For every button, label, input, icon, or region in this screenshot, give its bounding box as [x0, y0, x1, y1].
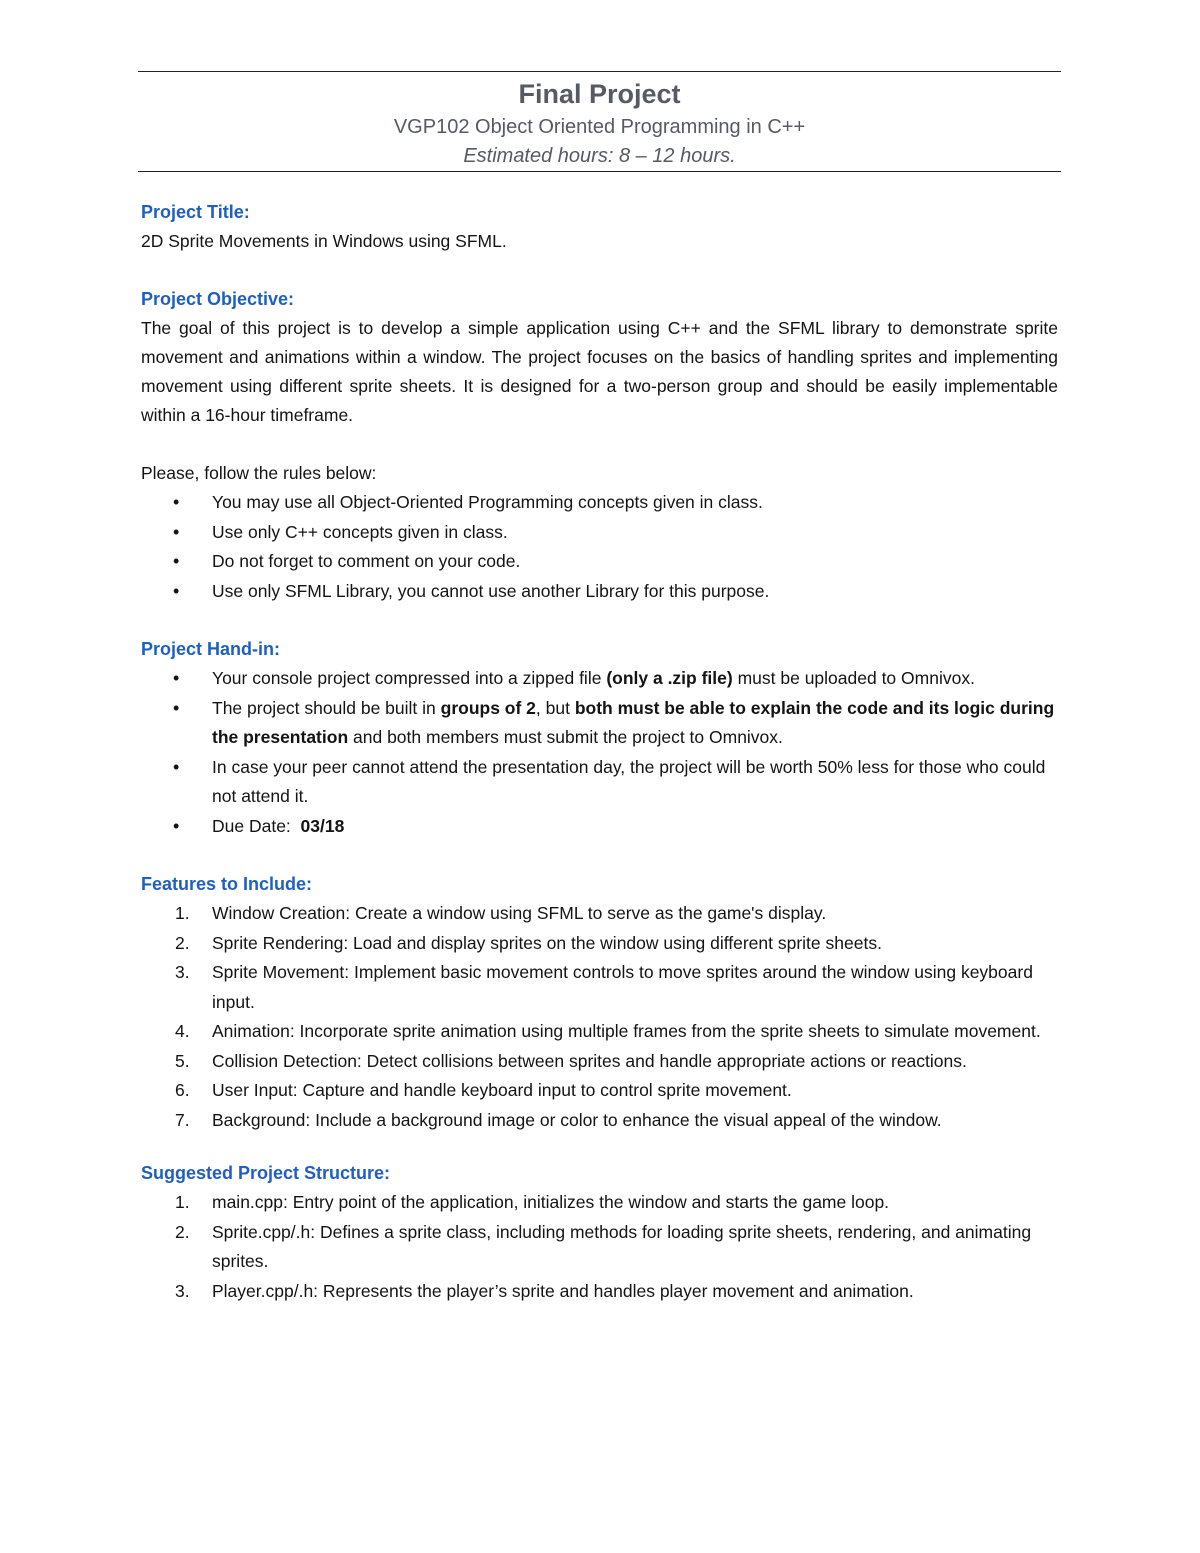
estimated-hours: Estimated hours: 8 – 12 hours. — [463, 145, 736, 167]
features-list — [141, 899, 1058, 1135]
document-title: Final Project — [518, 79, 681, 109]
project-objective-heading: Project Objective: — [141, 289, 295, 309]
structure-section — [141, 1159, 1058, 1306]
structure-heading: Suggested Project Structure: — [141, 1163, 391, 1183]
rules-intro: Please, follow the rules below: — [141, 463, 377, 483]
features-heading: Features to Include: — [141, 874, 313, 894]
list-item: • Do not forget to comment on your code. — [141, 547, 1058, 577]
list-item: 3. Player.cpp/.h: Represents the player’s sprite and handles player movement and animation. — [175, 1280, 914, 1301]
project-title-text: 2D Sprite Movements in Windows using SFML. — [141, 231, 507, 251]
list-item: 6. User Input: Capture and handle keyboard input to control sprite movement. — [175, 1080, 792, 1100]
project-handin-heading: Project Hand-in: — [141, 639, 281, 659]
list-item: 4. Animation: Incorporate sprite animation using multiple frames from the sprite sheets to simulate movement. — [175, 1021, 1041, 1041]
project-objective-section — [141, 285, 1058, 606]
project-title-heading: Project Title: — [141, 202, 250, 222]
list-item: • You may use all Object-Oriented Programming concepts given in class. — [141, 488, 1058, 518]
features-section — [141, 870, 1058, 1135]
due-date: • Due Date: 03/18 — [141, 812, 1058, 842]
document-header — [138, 72, 1061, 170]
list-item: • The project should be built in groups of 2, but both must be able to explain the code and its logic during the presentation and both members must submit the project to Omnivox. — [141, 694, 1058, 753]
list-item: 7. Background: Include a background image or color to enhance the visual appeal of the window. — [175, 1109, 942, 1130]
handin-list — [141, 664, 1058, 841]
project-handin-section — [141, 635, 1058, 841]
list-item: 5. Collision Detection: Detect collisions between sprites and handle appropriate actions or reactions. — [175, 1050, 967, 1071]
list-item: 1. main.cpp: Entry point of the application, initializes the window and starts the game loop. — [175, 1192, 890, 1212]
project-title-section — [141, 198, 1058, 256]
list-item: 2. Sprite Rendering: Load and display sprites on the window using different sprite sheets. — [175, 932, 882, 953]
list-item: • Use only SFML Library, you cannot use another Library for this purpose. — [141, 577, 1058, 607]
structure-list — [141, 1188, 1058, 1306]
list-item: 1. Window Creation: Create a window using SFML to serve as the game's display. — [175, 903, 827, 923]
course-name: VGP102 Object Oriented Programming in C++ — [393, 116, 806, 138]
list-item: • Your console project compressed into a zipped file (only a .zip file) must be uploaded to Omnivox. — [141, 664, 1058, 694]
rules-list — [141, 488, 1058, 606]
document-body — [141, 198, 1058, 1306]
project-objective-text: The goal of this project is to develop a simple application using C++ and the SFML library to demonstrate sprite movement and animations within a window. The project focuses on the basics of handling sprites and implementing movement using different sprite sheets. It is designed for a two-person group and should be easily implementable within a 16-hour timeframe. — [141, 318, 1058, 425]
list-item: 2. Sprite.cpp/.h: Defines a sprite class, including methods for loading sprite sheets, rendering, and animating sprites. — [175, 1221, 1032, 1271]
due-date-value: 03/18 — [300, 815, 345, 836]
bottom-rule — [138, 171, 1061, 172]
list-item: • Use only C++ concepts given in class. — [141, 518, 1058, 548]
list-item: • In case your peer cannot attend the presentation day, the project will be worth 50% less for those who could not attend it. — [141, 753, 1058, 812]
list-item: 3. Sprite Movement: Implement basic movement controls to move sprites around the window using keyboard input. — [175, 962, 1033, 1012]
